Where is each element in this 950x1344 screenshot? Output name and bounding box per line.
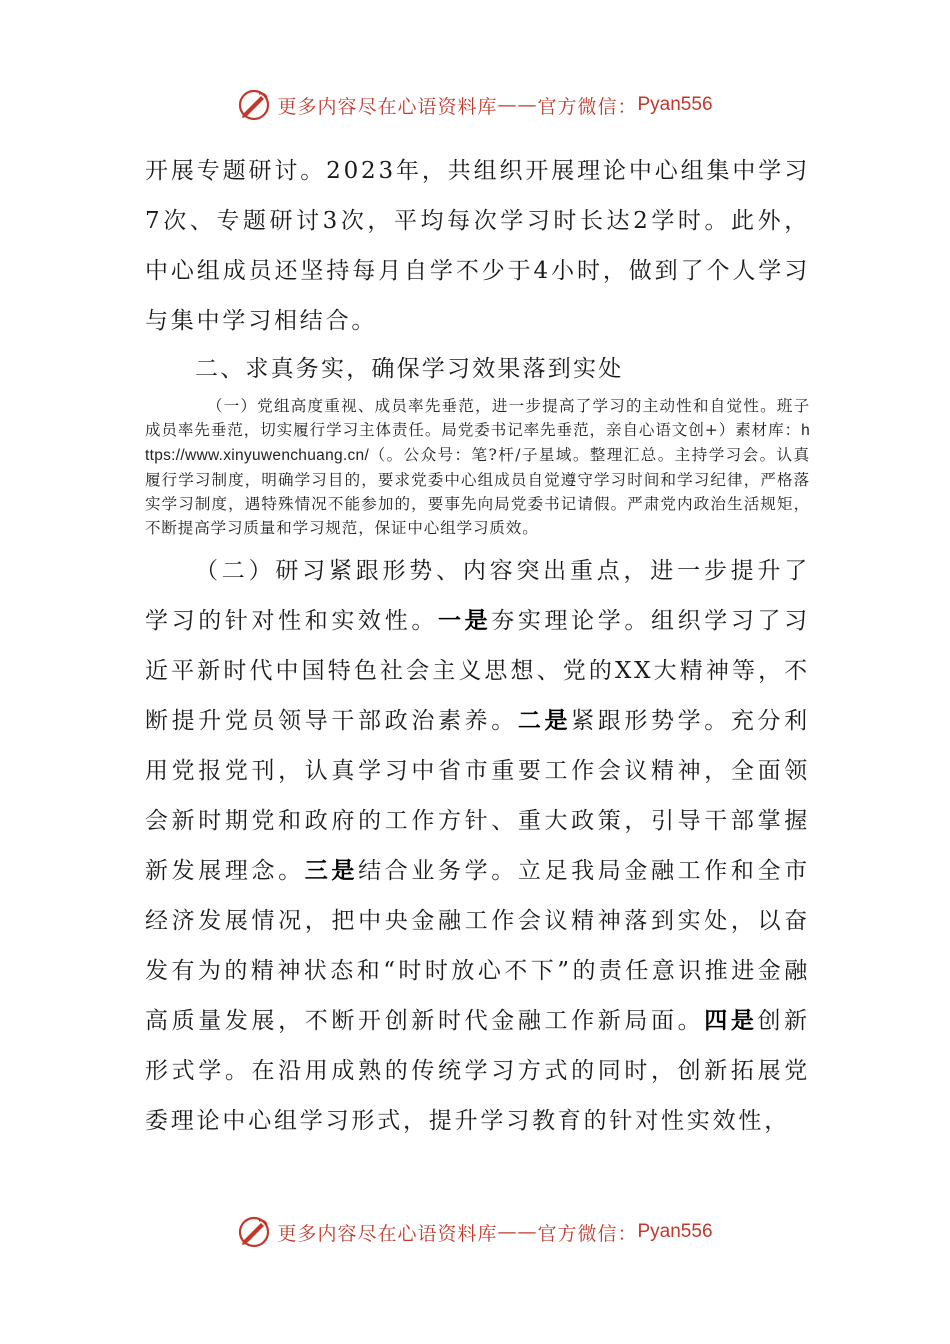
watermark-dash: —— [497,94,538,116]
watermark-label: 官方微信： [537,95,638,118]
watermark-wechat-id: Pyan556 [637,94,713,115]
watermark-wechat-id: Pyan556 [637,1221,713,1242]
p3-intro: （二）研习紧跟形势、内容突出重点，进一步提升了学习的针对性和实效性。 [145,558,810,634]
bold-marker-2: 二是 [517,707,572,734]
watermark-dash: —— [497,1221,538,1243]
paragraph-small [145,394,810,540]
pen-logo-icon [237,88,271,122]
bold-marker-3: 三是 [304,857,359,884]
watermark-label: 官方微信： [537,1222,638,1245]
p3-item-1: 夯实理论学。组织学习了习近平新时代中国特色社会主义思想、党的XX大精神等，不断提升党员领导干部政治素养。 [145,608,810,734]
small-text-part2: （。公众号：笔?杆/子星域。整理汇总。主持学习会。认真履行学习制度，明确学习目的，要求党委中心组成员自觉遵守学习时间和学习纪律，严格落实学习制度，遇特殊情况不能参加的，要事先向局党委书记请假。严肃党内政治生活规矩，不断提高学习质量和学习规范，保证中心组学习质效。 [145,446,810,537]
document-body [145,146,810,1146]
pen-logo-icon [237,1215,271,1249]
source-url-link[interactable]: https://www.xinyuwenchuang.cn/ [145,422,810,464]
watermark-site: 更多内容尽在心语资料库 [277,1222,498,1245]
watermark-banner-bottom [0,1207,950,1257]
paragraph-3 [145,546,810,1146]
small-text-part1: （一）党组高度重视、成员率先垂范，进一步提高了学习的主动性和自觉性。班子成员率先垂范，切实履行学习主体责任。局党委书记率先垂范，亲自心语文创+）素材库： [145,397,810,439]
paragraph-1: 开展专题研讨。2023年，共组织开展理论中心组集中学习7次、专题研讨3次，平均每次学习时长达2学时。此外，中心组成员还坚持每月自学不少于4小时，做到了个人学习与集中学习相结合。 [145,158,810,334]
p3-item-4: 创新形式学。在沿用成熟的传统学习方式的同时，创新拓展党委理论中心组学习形式，提升学习教育的针对性实效性， [145,1008,810,1134]
p3-item-2: 紧跟形势学。充分利用党报党刊，认真学习中省市重要工作会议精神，全面领会新时期党和政府的工作方针、重大政策，引导干部掌握新发展理念。 [145,708,810,884]
watermark-banner-top [0,80,950,130]
section-heading-2: 二、求真务实，确保学习效果落到实处 [195,356,624,382]
bold-marker-1: 一是 [437,607,492,634]
watermark-site: 更多内容尽在心语资料库 [277,95,498,118]
bold-marker-4: 四是 [704,1007,758,1034]
p3-item-3: 结合业务学。立足我局金融工作和全市经济发展情况，把中央金融工作会议精神落到实处，以奋发有为的精神状态和“时时放心不下”的责任意识推进金融高质量发展，不断开创新时代金融工作新局面。 [145,858,810,1034]
